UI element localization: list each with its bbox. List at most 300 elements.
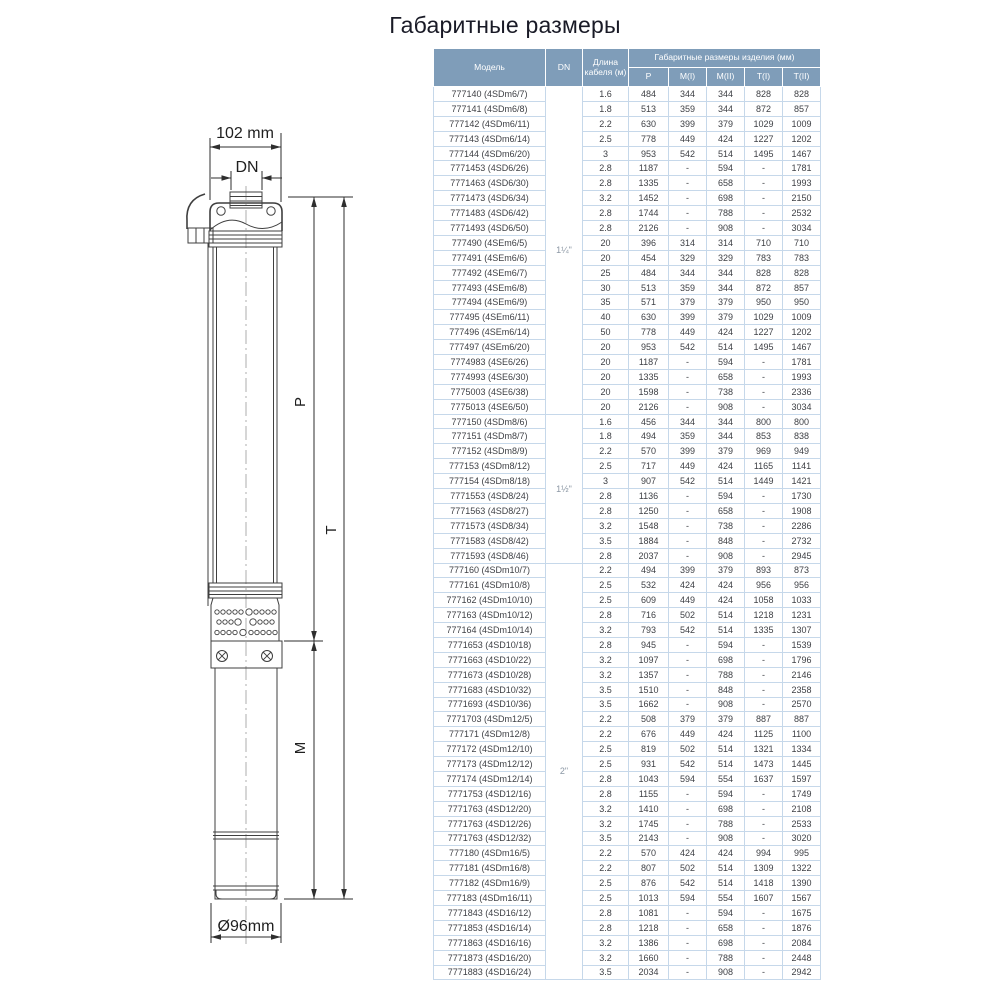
dim-m1-cell: 379	[669, 295, 707, 310]
cable-length-cell: 2.8	[583, 905, 629, 920]
dimension-t	[323, 197, 347, 899]
model-cell: 7771863 (4SD16/16)	[434, 935, 546, 950]
dim-t1-cell: -	[745, 637, 783, 652]
cable-length-cell: 2.2	[583, 563, 629, 578]
dim-p-cell: 1081	[629, 905, 669, 920]
dim-t2-cell: 1202	[783, 325, 821, 340]
header-dim-m2: M(II)	[707, 68, 745, 87]
table-row	[434, 637, 821, 652]
dim-m2-cell: 698	[707, 935, 745, 950]
model-cell: 7771483 (4SD6/42)	[434, 206, 546, 221]
dim-t2-cell: 1993	[783, 369, 821, 384]
model-cell: 777491 (4SEm6/6)	[434, 250, 546, 265]
table-row	[434, 399, 821, 414]
dim-t1-cell: -	[745, 920, 783, 935]
cable-length-cell: 2.5	[583, 459, 629, 474]
dim-t1-cell: 1029	[745, 310, 783, 325]
cable-length-cell: 2.8	[583, 161, 629, 176]
table-row	[434, 221, 821, 236]
spec-table	[433, 48, 821, 980]
dim-p-cell: 494	[629, 563, 669, 578]
cable-length-cell: 20	[583, 235, 629, 250]
dim-t2-cell: 3020	[783, 831, 821, 846]
dim-p-cell: 570	[629, 444, 669, 459]
cable-length-cell: 2.5	[583, 593, 629, 608]
dim-t1-cell: 1125	[745, 727, 783, 742]
table-row	[434, 176, 821, 191]
dim-t2-cell: 1100	[783, 727, 821, 742]
dim-m2-cell: 658	[707, 176, 745, 191]
dim-t2-cell: 1876	[783, 920, 821, 935]
dim-m2-cell: 344	[707, 429, 745, 444]
model-cell: 777494 (4SEm6/9)	[434, 295, 546, 310]
dim-p-cell: 454	[629, 250, 669, 265]
table-row	[434, 444, 821, 459]
dim-t1-cell: 1227	[745, 131, 783, 146]
model-cell: 777143 (4SDm6/14)	[434, 131, 546, 146]
cable-length-cell: 3.5	[583, 533, 629, 548]
dim-t2-cell: 1597	[783, 771, 821, 786]
dim-m2-cell: 908	[707, 221, 745, 236]
dimension-diameter-label: Ø96mm	[217, 918, 275, 935]
dim-m2-cell: 698	[707, 191, 745, 206]
cable-length-cell: 2.8	[583, 920, 629, 935]
coupling-plate	[211, 641, 282, 668]
dim-m2-cell: 379	[707, 116, 745, 131]
dim-m1-cell: 379	[669, 712, 707, 727]
dim-m1-cell: 502	[669, 861, 707, 876]
dim-m2-cell: 658	[707, 369, 745, 384]
dim-p-cell: 2037	[629, 548, 669, 563]
dim-m2-cell: 908	[707, 831, 745, 846]
dim-m2-cell: 554	[707, 771, 745, 786]
dim-t1-cell: 1607	[745, 891, 783, 906]
dim-t2-cell: 1009	[783, 116, 821, 131]
cable-length-cell: 2.8	[583, 206, 629, 221]
model-cell: 777163 (4SDm10/12)	[434, 608, 546, 623]
dim-t2-cell: 1445	[783, 757, 821, 772]
dim-p-cell: 953	[629, 146, 669, 161]
dim-m2-cell: 344	[707, 280, 745, 295]
dn-cell: 1¼"	[546, 87, 583, 415]
cable-length-cell: 2.5	[583, 876, 629, 891]
table-row	[434, 250, 821, 265]
cable-length-cell: 3.5	[583, 831, 629, 846]
model-cell: 7775013 (4SE6/50)	[434, 399, 546, 414]
dim-t1-cell: 1637	[745, 771, 783, 786]
dim-t2-cell: 1421	[783, 474, 821, 489]
model-cell: 7771463 (4SD6/30)	[434, 176, 546, 191]
dim-t1-cell: 828	[745, 265, 783, 280]
dim-t1-cell: 1058	[745, 593, 783, 608]
cable-length-cell: 50	[583, 325, 629, 340]
dim-t2-cell: 2570	[783, 697, 821, 712]
dim-t1-cell: 853	[745, 429, 783, 444]
dim-t1-cell: 1418	[745, 876, 783, 891]
model-cell: 777181 (4SDm16/8)	[434, 861, 546, 876]
dim-t2-cell: 2448	[783, 950, 821, 965]
dim-m1-cell: 344	[669, 265, 707, 280]
cable-length-cell: 2.8	[583, 608, 629, 623]
dim-t2-cell: 2336	[783, 384, 821, 399]
dim-m2-cell: 908	[707, 697, 745, 712]
table-row	[434, 503, 821, 518]
dim-m2-cell: 908	[707, 965, 745, 980]
dim-t2-cell: 1141	[783, 459, 821, 474]
table-row	[434, 325, 821, 340]
model-cell: 777150 (4SDm8/6)	[434, 414, 546, 429]
dim-p-cell: 1357	[629, 667, 669, 682]
model-cell: 777182 (4SDm16/9)	[434, 876, 546, 891]
dim-m1-cell: 542	[669, 876, 707, 891]
dim-t2-cell: 2146	[783, 667, 821, 682]
table-row	[434, 340, 821, 355]
model-cell: 7771853 (4SD16/14)	[434, 920, 546, 935]
cable-length-cell: 3	[583, 146, 629, 161]
dim-t1-cell: -	[745, 682, 783, 697]
dim-m1-cell: -	[669, 667, 707, 682]
dim-m2-cell: 698	[707, 652, 745, 667]
dim-m2-cell: 329	[707, 250, 745, 265]
dim-p-cell: 1335	[629, 176, 669, 191]
model-cell: 7771873 (4SD16/20)	[434, 950, 546, 965]
dim-t1-cell: 800	[745, 414, 783, 429]
dim-p-cell: 1187	[629, 161, 669, 176]
model-cell: 777160 (4SDm10/7)	[434, 563, 546, 578]
dim-p-cell: 778	[629, 131, 669, 146]
cable-length-cell: 20	[583, 355, 629, 370]
dim-m2-cell: 344	[707, 87, 745, 102]
dim-t1-cell: -	[745, 816, 783, 831]
dim-t2-cell: 1467	[783, 146, 821, 161]
dim-t1-cell: 783	[745, 250, 783, 265]
dim-p-cell: 396	[629, 235, 669, 250]
dim-t2-cell: 1781	[783, 355, 821, 370]
table-row	[434, 235, 821, 250]
dim-m1-cell: 542	[669, 623, 707, 638]
dim-m2-cell: 424	[707, 593, 745, 608]
table-row	[434, 280, 821, 295]
model-cell: 777141 (4SDm6/8)	[434, 101, 546, 116]
dim-t1-cell: -	[745, 950, 783, 965]
dim-t2-cell: 1796	[783, 652, 821, 667]
dim-t2-cell: 2150	[783, 191, 821, 206]
dim-m2-cell: 594	[707, 355, 745, 370]
header-dim-m1: M(I)	[669, 68, 707, 87]
dim-m2-cell: 738	[707, 384, 745, 399]
dim-m2-cell: 514	[707, 340, 745, 355]
dim-m1-cell: -	[669, 920, 707, 935]
dim-m2-cell: 424	[707, 578, 745, 593]
cable-length-cell: 20	[583, 369, 629, 384]
table-row	[434, 742, 821, 757]
cable-length-cell: 1.8	[583, 101, 629, 116]
dim-m2-cell: 344	[707, 101, 745, 116]
dim-m1-cell: 502	[669, 742, 707, 757]
dim-t2-cell: 2942	[783, 965, 821, 980]
cable-length-cell: 2.2	[583, 712, 629, 727]
header-dim-p: P	[629, 68, 669, 87]
dim-m1-cell: -	[669, 176, 707, 191]
dim-t2-cell: 1567	[783, 891, 821, 906]
table-row	[434, 563, 821, 578]
dim-p-cell: 2034	[629, 965, 669, 980]
dim-t1-cell: 1449	[745, 474, 783, 489]
dim-t2-cell: 1749	[783, 786, 821, 801]
dim-t2-cell: 2358	[783, 682, 821, 697]
dim-m1-cell: 399	[669, 310, 707, 325]
model-cell: 777497 (4SEm6/20)	[434, 340, 546, 355]
dim-p-cell: 571	[629, 295, 669, 310]
header-cable-length: Длина кабеля (м)	[583, 49, 629, 87]
dim-p-cell: 532	[629, 578, 669, 593]
dim-m2-cell: 908	[707, 548, 745, 563]
dim-m2-cell: 514	[707, 146, 745, 161]
model-cell: 7771703 (4SDm12/5)	[434, 712, 546, 727]
model-cell: 777490 (4SEm6/5)	[434, 235, 546, 250]
dim-p-cell: 931	[629, 757, 669, 772]
spec-table-header	[434, 49, 821, 87]
model-cell: 777492 (4SEm6/7)	[434, 265, 546, 280]
table-row	[434, 533, 821, 548]
dim-t1-cell: 994	[745, 846, 783, 861]
dim-m2-cell: 594	[707, 786, 745, 801]
table-row	[434, 757, 821, 772]
dim-m2-cell: 594	[707, 637, 745, 652]
dim-p-cell: 1136	[629, 489, 669, 504]
cable-length-cell: 2.2	[583, 846, 629, 861]
cable-length-cell: 20	[583, 250, 629, 265]
body-ribbed-band	[209, 583, 282, 598]
dim-m1-cell: 359	[669, 101, 707, 116]
table-row	[434, 652, 821, 667]
model-cell: 7771673 (4SD10/28)	[434, 667, 546, 682]
dim-t1-cell: -	[745, 831, 783, 846]
dim-m2-cell: 658	[707, 920, 745, 935]
dim-m2-cell: 379	[707, 310, 745, 325]
table-row	[434, 87, 821, 102]
dim-p-cell: 793	[629, 623, 669, 638]
dim-p-cell: 1598	[629, 384, 669, 399]
cable-length-cell: 3.2	[583, 623, 629, 638]
cable-length-cell: 20	[583, 399, 629, 414]
table-row	[434, 295, 821, 310]
dim-t1-cell: -	[745, 667, 783, 682]
cable-length-cell: 2.2	[583, 116, 629, 131]
dn-cell: 2"	[546, 563, 583, 980]
dim-t2-cell: 873	[783, 563, 821, 578]
dim-m1-cell: 399	[669, 563, 707, 578]
model-cell: 777171 (4SDm12/8)	[434, 727, 546, 742]
dim-t2-cell: 887	[783, 712, 821, 727]
model-cell: 7771663 (4SD10/22)	[434, 652, 546, 667]
dim-m2-cell: 424	[707, 846, 745, 861]
table-row	[434, 593, 821, 608]
dim-t2-cell: 800	[783, 414, 821, 429]
table-row	[434, 101, 821, 116]
dim-p-cell: 570	[629, 846, 669, 861]
dim-p-cell: 1013	[629, 891, 669, 906]
dim-m2-cell: 514	[707, 876, 745, 891]
dim-m1-cell: 399	[669, 444, 707, 459]
cable-length-cell: 2.2	[583, 727, 629, 742]
header-dim-t2: T(II)	[783, 68, 821, 87]
dimension-102mm-label: 102 mm	[216, 125, 274, 142]
model-cell: 7771763 (4SD12/32)	[434, 831, 546, 846]
dim-t1-cell: 1165	[745, 459, 783, 474]
table-row	[434, 771, 821, 786]
model-cell: 7771883 (4SD16/24)	[434, 965, 546, 980]
dim-p-cell: 1410	[629, 801, 669, 816]
dim-m1-cell: -	[669, 548, 707, 563]
dimension-m-label: M	[292, 741, 309, 755]
dim-m1-cell: -	[669, 786, 707, 801]
dim-m2-cell: 314	[707, 235, 745, 250]
table-row	[434, 935, 821, 950]
table-row	[434, 548, 821, 563]
dim-p-cell: 1745	[629, 816, 669, 831]
dim-m1-cell: -	[669, 369, 707, 384]
cable-length-cell: 2.5	[583, 757, 629, 772]
cable-length-cell: 2.8	[583, 221, 629, 236]
model-cell: 7771763 (4SD12/26)	[434, 816, 546, 831]
dim-m2-cell: 514	[707, 474, 745, 489]
dim-m2-cell: 848	[707, 682, 745, 697]
table-row	[434, 905, 821, 920]
cable-length-cell: 3.2	[583, 935, 629, 950]
dim-t1-cell: 1495	[745, 146, 783, 161]
dim-t1-cell: -	[745, 518, 783, 533]
dim-m1-cell: -	[669, 697, 707, 712]
model-cell: 7771583 (4SD8/42)	[434, 533, 546, 548]
table-row	[434, 116, 821, 131]
dim-t1-cell: -	[745, 176, 783, 191]
dim-m2-cell: 788	[707, 816, 745, 831]
dim-p-cell: 2126	[629, 221, 669, 236]
table-row	[434, 861, 821, 876]
cable-length-cell: 3.2	[583, 518, 629, 533]
model-cell: 7771493 (4SD6/50)	[434, 221, 546, 236]
dim-m1-cell: 449	[669, 593, 707, 608]
dim-p-cell: 819	[629, 742, 669, 757]
dim-p-cell: 1510	[629, 682, 669, 697]
dim-t2-cell: 1539	[783, 637, 821, 652]
cable-length-cell: 3.5	[583, 682, 629, 697]
dim-t2-cell: 1781	[783, 161, 821, 176]
dim-p-cell: 1660	[629, 950, 669, 965]
dim-t2-cell: 1307	[783, 623, 821, 638]
table-row	[434, 414, 821, 429]
dim-p-cell: 876	[629, 876, 669, 891]
dn-cell: 1½"	[546, 414, 583, 563]
dim-t1-cell: -	[745, 697, 783, 712]
dim-m2-cell: 379	[707, 444, 745, 459]
table-row	[434, 265, 821, 280]
dim-m1-cell: 359	[669, 280, 707, 295]
table-row	[434, 355, 821, 370]
dim-p-cell: 484	[629, 265, 669, 280]
dim-p-cell: 953	[629, 340, 669, 355]
dim-p-cell: 1043	[629, 771, 669, 786]
table-row	[434, 310, 821, 325]
cable-length-cell: 3.2	[583, 667, 629, 682]
dim-t2-cell: 783	[783, 250, 821, 265]
dim-t1-cell: -	[745, 489, 783, 504]
dim-t2-cell: 857	[783, 280, 821, 295]
table-row	[434, 712, 821, 727]
cable-length-cell: 2.8	[583, 771, 629, 786]
cable-length-cell: 3.5	[583, 697, 629, 712]
dim-m1-cell: -	[669, 965, 707, 980]
dim-p-cell: 1452	[629, 191, 669, 206]
dim-m2-cell: 658	[707, 503, 745, 518]
dim-m2-cell: 424	[707, 459, 745, 474]
table-row	[434, 623, 821, 638]
dim-m1-cell: -	[669, 518, 707, 533]
dim-t2-cell: 949	[783, 444, 821, 459]
dim-t1-cell: 956	[745, 578, 783, 593]
dim-m1-cell: 344	[669, 414, 707, 429]
dim-m2-cell: 514	[707, 757, 745, 772]
dim-p-cell: 630	[629, 116, 669, 131]
dim-p-cell: 676	[629, 727, 669, 742]
dim-t2-cell: 828	[783, 87, 821, 102]
model-cell: 7771563 (4SD8/27)	[434, 503, 546, 518]
dim-p-cell: 1218	[629, 920, 669, 935]
dim-p-cell: 494	[629, 429, 669, 444]
dim-t2-cell: 956	[783, 578, 821, 593]
table-row	[434, 667, 821, 682]
cable-length-cell: 3.5	[583, 965, 629, 980]
spec-table-container	[433, 48, 821, 980]
dim-m1-cell: -	[669, 816, 707, 831]
dim-m2-cell: 514	[707, 742, 745, 757]
cable-length-cell: 2.8	[583, 548, 629, 563]
cable-length-cell: 2.2	[583, 444, 629, 459]
dim-m1-cell: -	[669, 384, 707, 399]
table-row	[434, 682, 821, 697]
dim-t2-cell: 1908	[783, 503, 821, 518]
dim-m2-cell: 514	[707, 861, 745, 876]
dim-p-cell: 778	[629, 325, 669, 340]
table-row	[434, 429, 821, 444]
dim-t2-cell: 1467	[783, 340, 821, 355]
dim-t2-cell: 2084	[783, 935, 821, 950]
dim-t2-cell: 1390	[783, 876, 821, 891]
dim-m2-cell: 514	[707, 623, 745, 638]
dim-t2-cell: 2945	[783, 548, 821, 563]
cable-length-cell: 3.2	[583, 801, 629, 816]
cable-length-cell: 2.8	[583, 503, 629, 518]
dim-t2-cell: 838	[783, 429, 821, 444]
dim-t1-cell: 1321	[745, 742, 783, 757]
dim-m1-cell: -	[669, 191, 707, 206]
table-row	[434, 161, 821, 176]
header-dimensions-group: Габаритные размеры изделия (мм)	[629, 49, 821, 68]
dim-t1-cell: -	[745, 503, 783, 518]
dim-m2-cell: 424	[707, 131, 745, 146]
page-title: Габаритные размеры	[389, 12, 621, 38]
dim-t1-cell: -	[745, 533, 783, 548]
dim-t1-cell: -	[745, 355, 783, 370]
dim-p-cell: 484	[629, 87, 669, 102]
dim-m2-cell: 738	[707, 518, 745, 533]
model-cell: 7771453 (4SD6/26)	[434, 161, 546, 176]
dim-m2-cell: 698	[707, 801, 745, 816]
table-row	[434, 474, 821, 489]
dim-t1-cell: 969	[745, 444, 783, 459]
dim-p-cell: 907	[629, 474, 669, 489]
